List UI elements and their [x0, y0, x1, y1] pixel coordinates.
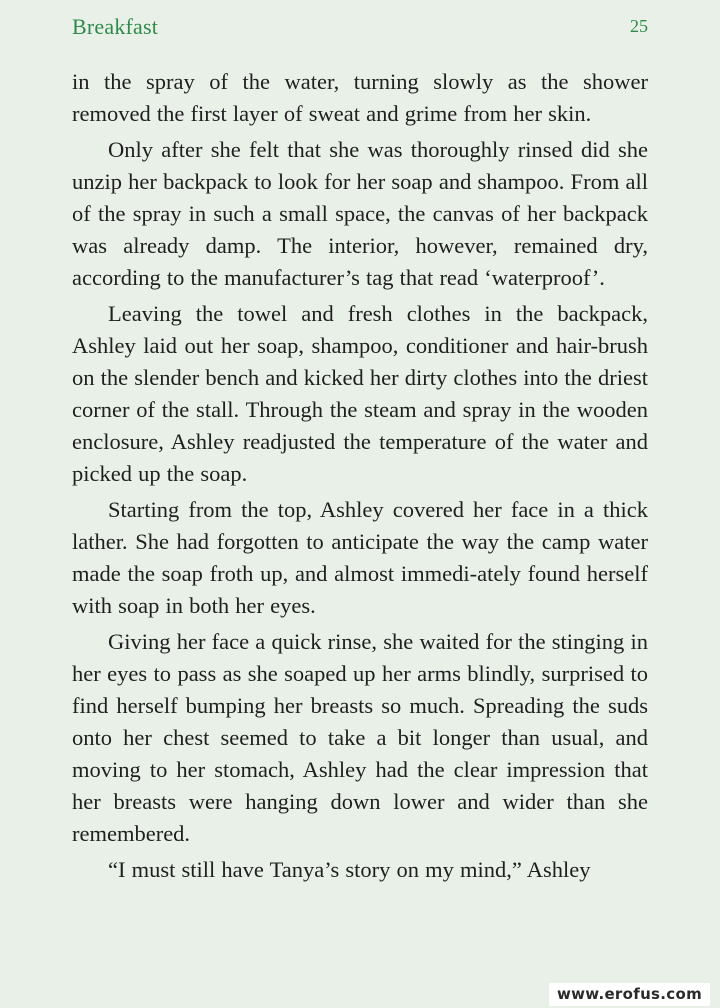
- running-head-title: Breakfast: [72, 14, 159, 39]
- watermark-label: www.erofus.com: [549, 983, 710, 1006]
- paragraph-1: in the spray of the water, turning slowly as the shower removed the first layer of sweat and grime from her skin.: [72, 69, 648, 126]
- page-header: [72, 14, 648, 46]
- body-text: [72, 66, 648, 890]
- paragraph-4: Starting from the top, Ashley covered her face in a thick lather. She had forgotten to anticipate the way the camp water made the soap froth up, and almost immedi-ately found herself with soap in both her eyes.: [72, 497, 648, 618]
- paragraph-2: Only after she felt that she was thoroughly rinsed did she unzip her backpack to look for her soap and shampoo. From all of the spray in such a small space, the canvas of her backpack was already damp. The interior, however, remained dry, according to the manufacturer’s tag that read ‘waterproof’.: [72, 137, 648, 290]
- paragraph-3: Leaving the towel and fresh clothes in the backpack, Ashley laid out her soap, shampoo, conditioner and hair-brush on the slender bench and kicked her dirty clothes into the driest corner of the stall. Through the steam and spray in the wooden enclosure, Ashley readjusted the temperature of the water and picked up the soap.: [72, 301, 648, 486]
- page-number: 25: [630, 16, 648, 36]
- paragraph-6: “I must still have Tanya’s story on my mind,” Ashley: [108, 857, 591, 882]
- paragraph-5: Giving her face a quick rinse, she waited for the stinging in her eyes to pass as she soaped up her arms blindly, surprised to find herself bumping her breasts so much. Spreading the suds onto her chest seemed to take a bit longer than usual, and moving to her stomach, Ashley had the clear impression that her breasts were hanging down lower and wider than she remembered.: [72, 629, 648, 846]
